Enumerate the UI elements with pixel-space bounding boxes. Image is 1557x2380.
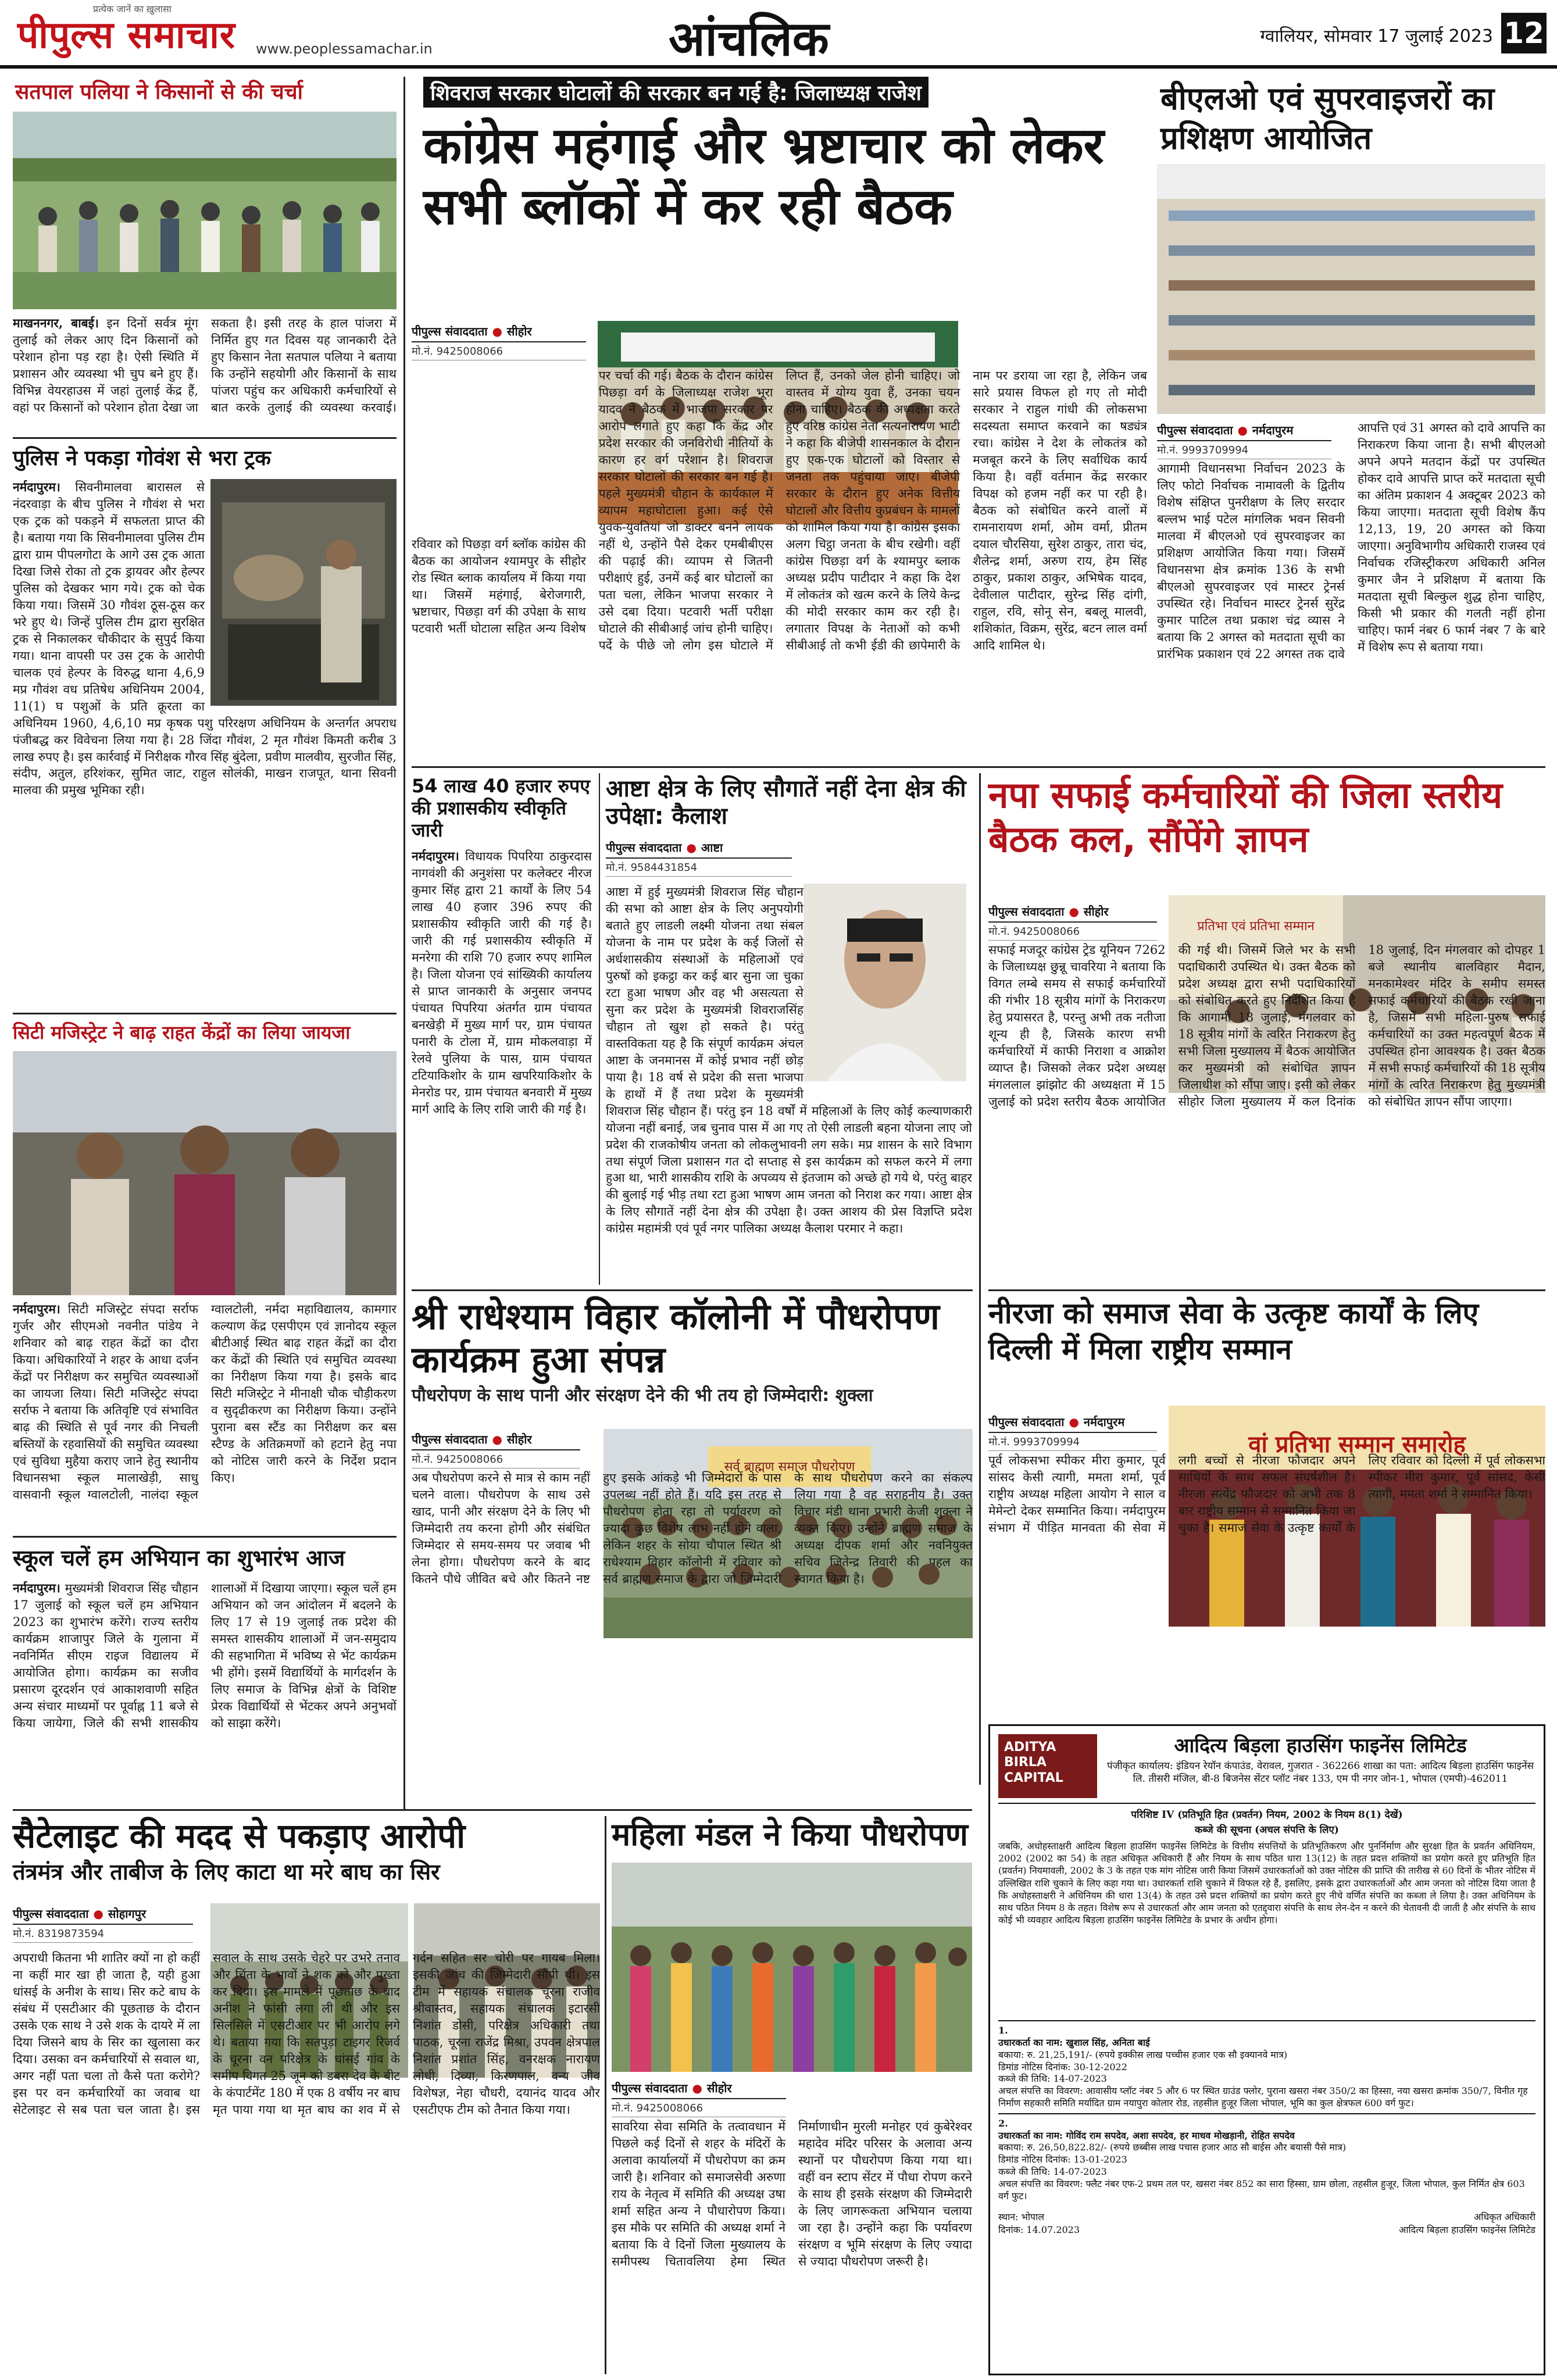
article-title: सिटी मजिस्ट्रेट ने बाढ़ राहत केंद्रों का लिया जायजा bbox=[13, 1021, 351, 1044]
byline-block bbox=[612, 2078, 786, 2117]
ad-borrower-name: उधारकर्ता का नाम: गोविंद राम सपदेव, अशा सपदेव, हर माधव मोखड़ानी, रोहित सपदेव bbox=[998, 2129, 1295, 2141]
bullet-icon: ● bbox=[93, 1906, 103, 1921]
column-divider bbox=[979, 773, 981, 1785]
ad-borrower-name: उधारकर्ता का नाम: खुशाल सिंह, अनिता बाई bbox=[998, 2036, 1150, 2048]
bullet-icon: ● bbox=[1237, 423, 1248, 437]
article-text: आगामी विधानसभा निर्वाचन 2023 के लिए फोटो निर्वाचक नामावली के द्वितीय विशेष संक्षिप्त पुनरीक्षण के लिए सरदार बल्लभ भाई पटेल मांगलिक भवन सिवनी मालवा में बीएलओ एवं सुपरवाइजर का प्रशिक्षण आयोजित किया गया। जिसमें विधानसभा क्षेत्र क्रमांक 136 के सभी बीएलओ सुपरवाइजर एवं मास्टर ट्रेनर्स उपस्थित रहे। निर्वाचन मास्टर ट्रेनर्स सुरेंद्र कुमार पाटिल तथा प्रकाश चंद्र व्यास ने बताया कि 2 अगस्त को मतदाता सूची का प्रारंभिक प्रकाशन एवं 22 अगस्त तक दावे आपत्ति एवं 31 अगस्त को दावे आपत्ति का निराकरण किया जाना है। सभी बीएलओ अपने अपने मतदान केंद्रों पर उपस्थित होकर दावे आपत्ति प्राप्त करें मतदाता सूची का अंतिम प्रकाशन 4 अक्टूबर 2023 को किया जाएगा। मतदाता सूची विशेष कैंप 12,13, 19, 20 अगस्त को किया जाएगा। अनुविभागीय अधिकारी राजस्व एवं निर्वाचक रजिस्ट्रीकरण अधिकारी अनिल कुमार जैन ने प्रशिक्षण में बताया कि मतदाता सूची बिल्कुल शुद्ध होना चाहिए, किसी भी प्रकार की गलती नहीं होना चाहिए। फार्म नंबर 6 फार्म नंबर 7 के बारे में विशेष रूप से बताया गया। bbox=[1157, 421, 1545, 661]
article-dateline: नर्मदापुरम। bbox=[412, 849, 459, 864]
reporter-mobile: मो.नं. 9425008066 bbox=[412, 1450, 580, 1468]
article-dateline: नर्मदापुरम। bbox=[13, 1581, 60, 1595]
training-hall-photo bbox=[1157, 164, 1545, 414]
ad-demand-notice-date: डिमांड नोटिस दिनांक: 30-12-2022 bbox=[998, 2061, 1127, 2072]
article-body bbox=[988, 942, 1545, 1285]
byline-reporter: पीपुल्स संवाददाता bbox=[988, 905, 1065, 919]
article-title: पुलिस ने पकड़ा गोवंश से भरा ट्रक bbox=[13, 446, 271, 470]
bullet-icon: ● bbox=[492, 1432, 502, 1446]
article-title: नपा सफाई कर्मचारियों की जिला स्तरीय बैठक कल, सौंपेंगे ज्ञापन bbox=[988, 774, 1503, 860]
reporter-mobile: मो.नं. 9584431854 bbox=[606, 859, 792, 877]
masthead bbox=[0, 0, 1557, 69]
bullet-icon: ● bbox=[692, 2081, 702, 2095]
article-sanitation-workers bbox=[988, 773, 1545, 1285]
byline-block bbox=[606, 837, 792, 877]
byline-place: सोहागपुर bbox=[108, 1907, 147, 1921]
photo-banner-text: सर्व ब्राह्मण समाज पौधरोपण bbox=[724, 1460, 855, 1474]
article-body bbox=[13, 315, 397, 431]
byline bbox=[988, 1411, 1157, 1433]
ad-brand: ADITYA BIRLA CAPITAL bbox=[1004, 1740, 1063, 1785]
byline-place: सीहोर bbox=[506, 1432, 532, 1446]
article-body bbox=[13, 1301, 397, 1528]
ad-place-date bbox=[998, 2210, 1080, 2236]
divider bbox=[13, 1013, 397, 1014]
article-title: बीएलओ एवं सुपरवाइजरों का प्रशिक्षण आयोजित bbox=[1160, 80, 1495, 156]
byline-block bbox=[412, 1429, 580, 1468]
brand-tagline: प्रत्येक जानें का ख़ुलासा bbox=[93, 3, 172, 15]
award-banner-text: वां प्रतिभा सम्मान समारोह bbox=[1248, 1431, 1466, 1458]
article-ashta bbox=[606, 773, 972, 1285]
ad-demand-notice-date: डिमांड नोटिस दिनांक: 13-01-2023 bbox=[998, 2154, 1127, 2165]
byline bbox=[988, 901, 1157, 923]
byline-place: सीहोर bbox=[706, 2081, 732, 2095]
article-text: इन दिनों सर्वत्र मूंग तुलाई को लेकर आए दिन किसानों को परेशान होना पड़ रहा है। ऐसी स्थिति में प्रशासन और व्यवस्था भी चुप बने हुए हैं। विभिन्न वेयरहाउस में जहां तुलाई केंद्र हैं, वहां पर किसानों को परेशान होता देखा जा सकता है। इसी तरह के हाल पांजरा में निर्मित हुए गत दिवस यह जानकारी देते हुए किसान नेता सतपाल पलिया ने बताया कि उन्होंने सहयोगी और किसानों के साथ पांजरा पहुंच कर अधिकारी कर्मचारियों से बात करके तुलाई की व्यवस्था करवाई। bbox=[13, 316, 397, 414]
magistrate-photo-svg bbox=[13, 1051, 397, 1295]
article-body bbox=[13, 1950, 600, 2374]
ad-property-description: अचल संपत्ति का विवरण: फ्लैट नंबर एफ-2 प्रथम तल पर, खसरा नंबर 852 का सारा हिस्सा, ग्राम छोला, तहसील हुजूर, जिला भोपाल, कुल निर्मित क्षेत्र 603 वर्ग फुट। bbox=[998, 2178, 1525, 2202]
article-text: रविवार को पिछड़ा वर्ग ब्लॉक कांग्रेस की बैठक का आयोजन श्यामपुर के सीहोर रोड स्थित ब्लाक कार्यालय में किया गया था। जिसमें महंगाई, बेरोजगारी, भ्रष्टाचार, पिछड़ा वर्ग की उपेक्षा के साथ पटवारी भर्ती घोटाला सहित अन्य विशेष पर चर्चा की गई। बैठक के दौरान कांग्रेस पिछड़ा वर्ग के जिलाध्यक्ष राजेश भूरा यादव ने बैठक में भाजपा सरकार पर आरोप लगाते हुए कहा कि केंद्र और प्रदेश सरकार की जनविरोधी नीतियों के कारण हर वर्ग परेशान है। शिवराज सरकार घोटालों की सरकार बन गई है। पहले मुख्यमंत्री चौहान के कार्यकाल में व्यापम महाघोटाला हुआ। कई ऐसे युवक-युवतियां जो डाक्टर बनने लायक नहीं थे, उन्होंने पैसे देकर एमबीबीएस की पढ़ाई की। व्यापम से जितनी परीक्षाएं हुई, उनमें कई बार घोटालों का पता चला, लेकिन भाजपा सरकार ने उसे दबा दिया। पटवारी भर्ती परीक्षा घोटाले की सीबीआई जांच होनी चाहिए। पर्दे के पीछे जो लोग इस घोटाले में लिप्त हैं, उनको जेल होनी चाहिए। जो वास्तव में योग्य युवा हैं, उनका चयन होना चाहिए। बैठक की अध्यक्षता करते हुए वरिष्ठ कांग्रेस नेता सत्यनारायण भाटी ने कहा कि बीजेपी शासनकाल के दौरान हुए एक-एक घोटालों को विस्तार से जनता तक पहुंचाया जाए। बीजेपी सरकार के दौरान हुए अनेक वित्तीय घोटालों और वित्तीय कुप्रबंधन के मामलों को शामिल किया गया है। कांग्रेस इसका अलग चिट्ठा जनता के बीच रखेगी। वहीं कांग्रेस पिछड़ा वर्ग के श्यामपुर ब्लाक अध्यक्ष प्रदीप पाटीदार ने कहा कि देश में लोकतंत्र को खत्म करने के लिये केन्द्र की मोदी सरकार काम कर रही है। लगातार विपक्ष के नेताओं को कभी सीबीआई तो कभी ईडी की छापेमारी के नाम पर डराया जा रहा है, लेकिन जब सारे प्रयास विफल हो गए तो मोदी सरकार ने राहुल गांधी की लोकसभा सदस्यता समाप्त करवाने का षड्यंत्र रचा। कांग्रेस ने देश के लोकतंत्र को मजबूत करने के लिए सर्वाधिक कार्य किया है। वहीं वर्तमान केंद्र सरकार विपक्ष को हजम नहीं कर पा रही है। बैठक को संबोधित करने वालों में रामनारायण शर्मा, ओम वर्मा, प्रीतम दयाल चौरसिया, सुरेश ठाकुर, तारा चंद, शैलेन्द्र शर्मा, अरुण राय, हेम सिंह ठाकुर, प्रकाश ठाकुर, अभिषेक यादव, देवीलाल पाटीदार, सुरेन्द्र सिंह दांगी, राहुल, रवि, सोनू सेन, बबलू मालवी, शशिकांत, विक्रम, सुरेंद्र, बटन लाल वर्मा आदि शामिल थे। bbox=[412, 369, 1147, 652]
ad-item-number: 1. bbox=[998, 2025, 1008, 2036]
article-text: मुख्यमंत्री शिवराज सिंह चौहान 17 जुलाई को स्कूल चलें हम अभियान 2023 का शुभारंभ करेंगे। राज्य स्तरीय कार्यक्रम शाजापुर जिले के गुलाना में नवनिर्मित सीएम राइज विद्यालय में आयोजित होगा। कार्यक्रम का सजीव प्रसारण दूरदर्शन एवं आकाशवाणी सहित अन्य संचार माध्यमों पर पूर्वाह्न 11 बजे से किया जायेगा, जिले की सभी शासकीय शालाओं में दिखाया जाएगा। स्कूल चलें हम अभियान को जन आंदोलन में बदलने के लिए 17 से 19 जुलाई तक प्रदेश की समस्त शासकीय शालाओं में जन-समुदाय की सहभागिता में भविष्य से भेंट कार्यक्रम भी होंगे। इसमें विद्यार्थियों के मार्गदर्शन के लिए समाज के विभिन्न क्षेत्रों के विशिष्ट प्रेरक विद्यार्थियों से भेंटकर अपने अनुभवों को साझा करेंगे। bbox=[13, 1581, 397, 1730]
article-body bbox=[412, 367, 1147, 763]
article-text: अपराधी कितना भी शातिर क्यों ना हो कहीं ना कहीं मार खा ही जाता है, यही हुआ धांसई के अनीश के साथ। सिर कटे बाघ के संबंध में एसटीआर की पूछताछ के दौरान उसके एक साथ ने उसे शक के दायरे में ला दिया जिसने बाघ के सिर का खुलासा कर दिया। उसका वन कर्मचारियों से सवाल था, अगर नहीं पता चला तो कैसे पता करोगे? इस पर वन कर्मचारियों का जवाब था सेटेलाइट से सब पता चल जाता है। इस सवाल के साथ उसके चेहरे पर उभरे तनाव और चिंता के भावों ने शक को और पुख्ता कर दिया। इस मामले में पूछताछ के बाद अनीश ने फांसी लगा ली थी और इस सिलसिले में एसटीआर पर भी आरोप लगे थे। बताया गया कि सतपुड़ा टाइगर रिजर्व के चूरना वन परिक्षेत्र के धांसई गांव के समीप विगत 25 जून को डबरा देव के बीट के कंपार्टमेंट 180 में एक 8 वर्षीय नर बाघ मृत पाया गया था मृत बाघ का शव में से गर्दन सहित सर चोरी पर गायब मिला। इसकी जांच की जिम्मेदारी सौंपी थी। इस टीम में सहायक संचालक चूरना राजीव श्रीवास्तव, सहायक संचालक इटारसी निशांत डोसी, परिक्षेत्र अधिकारी तथा पाठक, चूरना राजेंद्र मिश्रा, उपवन क्षेत्रपाल निशांत प्रशांत सिंह, वनरक्षक नारायण लोधी, दिव्या, किरणपाल, वन्य जीव विशेषज्ञ, नेहा चौधरी, दयानंद यादव और एसटीएफ टीम को तैनात किया गया। bbox=[13, 1951, 600, 2117]
spacer bbox=[412, 367, 586, 536]
reporter-mobile: मो.नं. 9993709994 bbox=[988, 1433, 1157, 1451]
article-title: सतपाल पलिया ने किसानों से की चर्चा bbox=[15, 80, 303, 104]
article-congress-meeting bbox=[412, 77, 1147, 763]
article-body bbox=[612, 2118, 972, 2374]
article-text: विधायक पिपरिया ठाकुरदास नागवंशी की अनुशंसा पर कलेक्टर नीरज कुमार सिंह द्वारा 21 कार्यों के लिए 54 लाख 40 हजार 396 रुपए की प्रशासकीय स्वीकृति जारी की गई है। जारी की गई प्रशासकीय स्वीकृति में मनरेगा की राशि 70 हजार रुपए शामिल है। जिला योजना एवं सांख्यिकी कार्यालय से प्राप्त जानकारी के अनुसार जनपद पंचायत पिपरिया अंतर्गत ग्राम पंचायत बनखेड़ी में मुख्य मार्ग पर, ग्राम पंचायत पनारी के टोला में, ग्राम मोकलवाड़ा में रेलवे पुलिया के पास, ग्राम पंचायत टटियाकिशोर के ग्राम खपरियाकिशोर के मेनरोड पर, ग्राम पंचायत बनवारी में मुख्य मार्ग आदि के लिए राशि जारी की गई है। bbox=[412, 849, 592, 1116]
byline bbox=[412, 1429, 580, 1450]
article-title: कांग्रेस महंगाई और भ्रष्टाचार को लेकर सभी ब्लॉकों में कर रही बैठक bbox=[423, 117, 1104, 236]
divider bbox=[13, 1536, 397, 1538]
reporter-mobile: मो.नं. 9425008066 bbox=[412, 342, 586, 360]
column-divider bbox=[605, 1816, 606, 2374]
photo-spacer bbox=[804, 884, 972, 1087]
article-dateline: नर्मदापुरम। bbox=[13, 480, 60, 494]
byline-reporter: पीपुल्स संवाददाता bbox=[412, 324, 488, 338]
reporter-mobile: मो.नं. 9993709994 bbox=[1157, 441, 1331, 459]
article-tiger-head bbox=[13, 1816, 600, 2374]
spacer bbox=[1157, 420, 1345, 460]
article-body bbox=[1157, 420, 1545, 763]
ad-heading: कब्जे की सूचना (अचल संपत्ति के लिए) bbox=[1195, 1824, 1339, 1836]
byline bbox=[13, 1903, 193, 1925]
reporter-mobile: मो.नं. 8319873594 bbox=[13, 1925, 193, 1943]
ad-signature bbox=[1399, 2210, 1535, 2236]
ad-item bbox=[998, 2113, 1535, 2206]
article-title: आष्टा क्षेत्र के लिए सौगातें नहीं देना क्षेत्र की उपेक्षा: कैलाश bbox=[606, 776, 966, 830]
ad-address: पंजीकृत कार्यालय: इंडियन रेयॉन कंपाउंड, वेरावल, गुजरात - 362266 शाखा का पता: आदित्य बिड़ला हाउसिंग फाइनेंस लि. तीसरी मंजिल, बी-8 बिजनेस सेंटर प्लॉट नंबर 133, एम पी नगर जोन-1, भोपाल (एमपी)-462011 bbox=[1106, 1760, 1534, 1785]
dateline: ग्वालियर, सोमवार 17 जुलाई 2023 bbox=[1260, 26, 1493, 47]
ad-place: स्थान: भोपाल bbox=[998, 2211, 1045, 2223]
mahila-mandal-photo bbox=[612, 1863, 972, 2072]
article-radheshyam-plantation bbox=[412, 1295, 973, 1766]
byline-reporter: पीपुल्स संवाददाता bbox=[412, 1432, 488, 1446]
article-school-campaign bbox=[13, 1542, 397, 1803]
article-subtitle: तंत्रमंत्र और ताबीज के लिए काटा था मरे बाघ का सिर bbox=[13, 1859, 440, 1885]
bullet-icon: ● bbox=[1069, 904, 1079, 919]
photo-banner-text: प्रतिभा एवं प्रतिभा सम्मान bbox=[1197, 919, 1315, 934]
aditya-birla-logo bbox=[998, 1734, 1097, 1798]
reporter-mobile: मो.नं. 9425008066 bbox=[612, 2099, 786, 2117]
article-title: 54 लाख 40 हजार रुपए की प्रशासकीय स्वीकृति जारी bbox=[412, 775, 590, 841]
byline-reporter: पीपुल्स संवाददाता bbox=[988, 1415, 1065, 1429]
article-gauvansh-truck bbox=[13, 443, 397, 1007]
byline-place: आष्टा bbox=[701, 841, 723, 855]
ad-company: आदित्य बिड़ला हाउसिंग फाइनेंस लिमिटेड bbox=[1174, 1734, 1467, 1757]
article-body bbox=[13, 1580, 397, 1803]
reporter-mobile: मो.नं. 9425008066 bbox=[988, 923, 1157, 941]
article-text: आष्टा में हुई मुख्यमंत्री शिवराज सिंह चौहान की सभा को आष्टा क्षेत्र के लिए अनुपयोगी बताते हुए लाडली लक्ष्मी योजना तथा संबल योजना के नाम पर प्रदेश के कई जिलों से अर्धशासकीय संस्थाओं के महिलाओं एवं पुरुषों को इकट्ठा कर कई बार सुना जा चुका रटा हुआ भाषण और वह भी असत्यता से सुना कर प्रदेश के मुख्यमंत्री शिवराजसिंह चौहान तो खुश हो सकते है। परंतु वास्तविकता यह है कि संपूर्ण कार्यक्रम अंचल आष्टा के जनमानस में कोई प्रभाव नहीं छोड़ पाया है। 18 वर्ष से प्रदेश की सत्ता भाजपा के हाथों में हैं तथा प्रदेश के मुख्यमंत्री शिवराज सिंह चौहान हैं। परंतु इन 18 वर्षों में महिलाओं के लिए कोई कल्याणकारी योजना नहीं बनाई, जब चुनाव पास में आ गए तो ऐसी लाडली बहना योजना लाए जो प्रदेश की राजकोषीय जनता को लोकलुभावनी लग सके। मप्र शासन के सारे विभाग तथा संपूर्ण जिला प्रशासन गत दो सप्ताह से इस कार्यक्रम को सफल करने में लगा हुआ था, भारी शासकीय राशि के अपव्यय से इंतजाम को अच्छे हो गये थे, परंतु बाहर की बुलाई गई भीड़ तथा रटा हुआ भाषण आम जनता को निराश कर गया। आष्टा क्षेत्र के लिए सौगातें नहीं देना क्षेत्र की उपेक्षा है। उक्त आशय की प्रेस विज्ञप्ति प्रदेश कांग्रेस महामंत्री एवं पूर्व नगर पालिका अध्यक्ष कैलाश परमार ने कहा। bbox=[606, 885, 972, 1236]
article-administrative-approval bbox=[412, 773, 592, 1285]
byline bbox=[606, 837, 792, 859]
article-title: स्कूल चलें हम अभियान का शुभारंभ आज bbox=[13, 1545, 345, 1571]
ad-outstanding-amount: बकाया: रु. 26,50,822.82/- (रुपये छब्बीस लाख पचास हजार आठ सौ बाईस और बयासी पैसे मात्र) bbox=[998, 2142, 1347, 2153]
ad-date: दिनांक: 14.07.2023 bbox=[998, 2224, 1080, 2236]
article-kicker: शिवराज सरकार घोटालों की सरकार बन गई है: जिलाध्यक्ष राजेश bbox=[423, 77, 929, 108]
article-title: महिला मंडल ने किया पौधरोपण bbox=[612, 1816, 968, 1853]
article-title: नीरजा को समाज सेवा के उत्कृष्ट कार्यों के लिए दिल्ली में मिला राष्ट्रीय सम्मान bbox=[988, 1296, 1479, 1366]
bullet-icon: ● bbox=[686, 840, 697, 855]
page-number: 12 bbox=[1501, 13, 1547, 53]
article-text: सफाई मजदूर कांग्रेस ट्रेड यूनियन 7262 के जिलाध्यक्ष छुन्नू चावरिया ने बताया कि विगत लम्बे समय से सफाई कर्मचारियों की गंभीर 18 सूत्रीय मांगों के निराकरण हेतु प्रयासरत है, परन्तु अभी तक नतीजा शून्य ही है, जिसके कारण सभी कर्मचारियों में काफी निराशा व आक्रोश व्याप्त है। जिसको लेकर प्रदेश अध्यक्ष मंगललाल झांझोट की अध्यक्षता में 15 जुलाई को प्रदेश स्तरीय बैठक आयोजित की गई थी। जिसमें जिले भर के सभी पदाधिकारी उपस्थित थे। उक्त बैठक को प्रदेश अध्यक्ष द्वारा सभी पदाधिकारियों को संबोधित करते हुए निर्देशित किया है कि आगामी 18 जुलाई, मंगलवार को 18 सूत्रीय मांगों के त्वरित निराकरण हेतु सभी जिला मुख्यालय में बैठक आयोजित कर मुख्यमंत्री को संबोधित ज्ञापन जिलाधीश को सौंपा जाए। इसी को लेकर सीहोर जिला मुख्यालय में कल दिनांक 18 जुलाई, दिन मंगलवार को दोपहर 1 बजे स्थानीय बालविहार मैदान, मनकामेश्वर मंदिर के समीप समस्त सफाई कर्मचारियों की बैठक रखी जाना है, जिसमें सभी महिला-पुरुष सफाई कर्मचारियों का उक्त महत्वपूर्ण बैठक में उपस्थित होना आवश्यक है। उक्त बैठक में सभी सफाई कर्मचारियों की 18 सूत्रीय मांगों के त्वरित निराकरण हेतु मुख्यमंत्री को संबोधित ज्ञापन सौंपा जाएगा। bbox=[988, 943, 1545, 1109]
column-divider bbox=[403, 77, 405, 1809]
ad-sign-title: अधिकृत अधिकारी bbox=[1473, 2211, 1535, 2223]
farmers-meeting-photo-svg bbox=[13, 112, 397, 309]
article-dateline: माखननगर, बाबई। bbox=[13, 316, 99, 330]
ad-outstanding-amount: बकाया: रु. 21,25,191/- (रुपये इक्कीस लाख पच्चीस हजार एक सौ इक्यानवे मात्र) bbox=[998, 2049, 1288, 2060]
byline-place: नर्मदापुरम bbox=[1252, 423, 1294, 437]
article-blo-training bbox=[1157, 77, 1545, 763]
byline-reporter: पीपुल्स संवाददाता bbox=[13, 1907, 89, 1921]
magistrate-inspection-photo bbox=[13, 1051, 397, 1295]
byline bbox=[412, 321, 586, 342]
ad-body: जबकि, अधोहस्ताक्षरी आदित्य बिड़ला हाउसिंग फाइनेंस लिमिटेड के वित्तीय संपत्तियों के प्रतिभूतिकरण और पुनर्निर्माण और सुरक्षा हित के प्रवर्तन अधिनियम, 2002 (2002 का 54) के तहत अधिकृत अधिकारी हैं और नियम के साथ पठित धारा 13(12) के तहत प्रदत्त शक्तियों का प्रयोग करते हुए प्रतिभूति हित (प्रवर्तन) नियमावली, 2002 के 3 के तहत एक मांग नोटिस जारी किया जिसमें उधारकर्ताओं को उक्त नोटिस की प्राप्ति की तारीख से 60 दिनों के भीतर नोटिस में उल्लिखित राशि चुकाने के लिए कहा गया था। उधारकर्ता राशि चुकाने में विफल रहे हैं, इसलिए, इसके द्वारा उधारकर्ताओं और आम जनता को नोटिस दिया जाता है कि अधोहस्ताक्षरी ने अधिनियम की धारा 13(4) के तहत उसे प्रदत्त शक्तियों का प्रयोग करते हुए नीचे वर्णित संपत्ति का कब्जा ले लिया है। उक्त अधिनियम के साथ पठित नियम 8 के तहत। विशेष रूप से उधारकर्ता और आम जनता को एतद्द्वारा संपत्ति के साथ लेन-देन न करने की चेतावनी दी जाती है और संपत्ति के साथ कोई भी व्यवहार आदित्य बिड़ला हाउसिंग फाइनेंस लिमिटेड के प्रभार के अधीन होगा। bbox=[998, 1841, 1535, 1925]
byline-reporter: पीपुल्स संवाददाता bbox=[1157, 423, 1233, 437]
section-title: आंचलिक bbox=[669, 12, 829, 67]
ad-appendix: परिशिष्ट IV (प्रतिभूति हित (प्रवर्तन) नियम, 2002 के नियम 8(1) देखें) bbox=[1131, 1809, 1403, 1821]
byline bbox=[612, 2078, 786, 2099]
article-neerja-award bbox=[988, 1295, 1545, 1720]
article-body bbox=[988, 1452, 1545, 1720]
article-body bbox=[606, 884, 972, 1285]
article-text: सावरिया सेवा समिति के तत्वावधान में पिछले कई दिनों से शहर के मंदिरों के अलावा कार्यालयों में पौधरोपण का क्रम जारी है। शनिवार को समाजसेवी अरुणा राय के नेतृत्व में समिति की अध्यक्ष उषा शर्मा सहित अन्य ने पौधारोपण किया। इस मौके पर समिति की अध्यक्ष शर्मा ने बताया कि वे दिनों जिला मुख्यालय के समीपस्थ चितावलिया हेमा स्थित निर्माणाधीन मुरली मनोहर एवं कुबेरेश्वर महादेव मंदिर परिसर के अलावा अन्य स्थानों पर पौधरोपण किया गया था। वहीं वन स्टाप सेंटर में पौधा रोपण करने के साथ ही इसके संरक्षण की जिम्मेदारी के लिए जागरूकता अभियान चलाया जा रहा है। उन्होंने कहा कि पर्यावरण संरक्षण व भूमि संरक्षण के लिए ज्यादा से ज्यादा पौधरोपण जरूरी है। bbox=[612, 2120, 972, 2268]
bullet-icon: ● bbox=[1069, 1414, 1079, 1429]
website-url: www.peoplessamachar.in bbox=[256, 41, 433, 57]
divider bbox=[412, 1289, 973, 1291]
article-title: श्री राधेश्याम विहार कॉलोनी में पौधरोपण कार्यक्रम हुआ संपन्न bbox=[412, 1295, 940, 1381]
ad-property-description: अचल संपत्ति का विवरण: आवासीय प्लॉट नंबर 5 और 6 पर स्थित ग्राउंड फ्लोर, पुराना खसरा नंबर 350/2 का हिस्सा, नया खसरा क्रमांक 350/7, विनीत गृह निर्माण सहकारी समिति मर्यादित ग्राम नयापुरा कोलार रोड, तहसील हुजूर जिला भोपाल, भूमि का कुल क्षेत्रफल 600 वर्ग फुट। bbox=[998, 2085, 1528, 2109]
article-satpal bbox=[13, 77, 397, 431]
ad-footer bbox=[998, 2210, 1535, 2236]
article-body bbox=[412, 1470, 973, 1766]
article-subtitle: पौधरोपण के साथ पानी और संरक्षण देने की भी तय हो जिम्मेदारी: शुक्ला bbox=[412, 1385, 873, 1406]
byline-block bbox=[13, 1903, 193, 1943]
divider bbox=[13, 1809, 972, 1811]
newspaper-logo: पीपुल्स समाचार bbox=[17, 14, 235, 57]
article-body bbox=[13, 479, 397, 1002]
divider bbox=[988, 1289, 1545, 1291]
byline-place: नर्मदापुरम bbox=[1083, 1415, 1125, 1429]
ad-item-number: 2. bbox=[998, 2117, 1008, 2129]
article-text: पूर्व लोकसभा स्पीकर मीरा कुमार, पूर्व सांसद केसी त्यागी, ममता शर्मा, पूर्व राष्ट्रीय अध्यक्ष महिला आयोग ने साल व मेमेन्टो देकर सम्मानित किया। नर्मदापुरम संभाग में पीड़ित मानवता की सेवा में लगी बच्चों से नीरजा फौजदार अपने साथियों के साथ सफल संघर्षशील है। नीरजा सत्येंद्र फौजदार को अभी तक 8 बार राष्ट्रीय सम्मान से सम्मानित किया जा चुका है। समाज सेवा के उत्कृष्ट कार्यों के लिए रविवार को दिल्ली में पूर्व लोकसभा स्पीकर मीरा कुमार, पूर्व सांसद, केसी त्यागी, ममता शर्मा ने सम्मानित किया। bbox=[988, 1453, 1545, 1535]
byline-place: सीहोर bbox=[1083, 905, 1109, 919]
article-body bbox=[412, 848, 592, 1278]
column-divider bbox=[599, 773, 600, 1285]
ad-items bbox=[998, 2020, 1535, 2206]
divider bbox=[988, 766, 1545, 768]
ad-possession-date: कब्जे की तिथि: 14-07-2023 bbox=[998, 2165, 1107, 2177]
byline-block bbox=[412, 321, 586, 360]
article-mahila-mandal bbox=[612, 1816, 972, 2374]
article-title: सैटेलाइट की मदद से पकड़ाए आरोपी bbox=[13, 1816, 466, 1856]
ad-header bbox=[998, 1734, 1535, 1804]
mahila-photo-svg bbox=[612, 1863, 972, 2072]
article-text: अब पौधरोपण करने से मात्र से काम नहीं चलने वाला। पौधरोपण के साथ उसे खाद, पानी और संरक्षण देने के लिए भी जिम्मेदारी तय करना होगी और संबंधित जिम्मेदार से समय-समय पर जवाब भी लेना होगा। पौधरोपण करने के बाद कितने पौधे जीवित बचे और कितने नष्ट हुए इसके आंकड़े भी जिम्मेदारों के पास उपलब्ध नहीं होते हैं। यदि इस तरह से पौधरोपण होता रहा तो पर्यावरण को ज्यादा कुछ विशेष लाभ नहीं होने वाला, लेकिन शहर के सोया चौपाल स्थित श्री राधेश्याम विहार कॉलोनी में रविवार को सर्व ब्राह्मण समाज के द्वारा जो जिम्मेदारी के साथ पौधरोपण करने का संकल्प लिया गया है वह सराहनीय है। उक्त विचार मंडी थाना प्रभारी केजी शुक्ला ने व्यक्त किए। उन्होंने ब्राह्मण समाज के अध्यक्ष दीपक शर्मा और नवनियुक्त सचिव जितेन्द्र तिवारी की पहल का स्वागत किया है। bbox=[412, 1471, 973, 1586]
byline-block bbox=[988, 901, 1157, 941]
bullet-icon: ● bbox=[492, 324, 502, 338]
photo-spacer bbox=[205, 479, 397, 712]
ad-sign-company: आदित्य बिड़ला हाउसिंग फाइनेंस लिमिटेड bbox=[1399, 2224, 1535, 2236]
byline-place: सीहोर bbox=[506, 324, 532, 338]
farmers-meeting-photo bbox=[13, 112, 397, 309]
article-text: सिवनीमालवा बारासल से नंदरवाड़ा के बीच पुलिस ने गौवंश से भरा एक ट्रक को पकड़ने में सफलता प्राप्त की है। बताया गया कि सिवनीमालवा पुलिस टीम द्वारा ग्राम पीपलगोटा के आगे उस ट्रक आता दिखा जिसे रोका तो ट्रक ड्रायवर और हेल्पर पुलिस को देखकर भाग गये। ट्रक को चेक किया गया। जिसमें 30 गौवंश ठूस-ठूस कर भरे हुए थे। जिन्हें पुलिस टीम द्वारा सुरक्षित ट्रक से निकालकर चौकीदार के सुपुर्द किया गया। थाना वापसी पर उस ट्रक के आरोपी चालक एवं हेल्पर के विरुद्ध थाना 4,6,9 मप्र गौवंश वध प्रतिषेध अधिनियम 2004, 11(1) घ पशुओं के प्रति क्रूरता का अधिनियम 1960, 4,6,10 मप्र कृषक पशु परिरक्षण अधिनियम के अन्तर्गत अपराध पंजीबद्ध कर विवेचना लिया गया है। 28 जिंदा गौवंश, 2 मृत गौवंश किमती करीब 3 लाख रुपए है। इस कार्रवाई में निरीक्षक गौरव सिंह बुंदेला, प्रवीण मालवीय, सुरजीत सिंह, संदीप, अतुल, हरिशंकर, सुमित जाट, राहुल सोलंकी, माखन राजपूत, थाना सिवनी मालवा की प्रमुख भूमिका रही। bbox=[13, 480, 397, 798]
possession-notice-ad bbox=[988, 1724, 1545, 2375]
ad-possession-date: कब्जे की तिथि: 14-07-2023 bbox=[998, 2073, 1107, 2085]
ad-company-block bbox=[1105, 1734, 1535, 1798]
article-city-magistrate bbox=[13, 1019, 397, 1530]
article-dateline: नर्मदापुरम। bbox=[13, 1302, 60, 1316]
article-text: सिटी मजिस्ट्रेट संपदा सर्राफ गुर्जर और सीएमओ नवनीत पांडेय ने शनिवार को बाढ़ राहत केंद्रों का दौरा किया। अधिकारियों ने शहर के आधा दर्जन केंद्रों पर निरीक्षण कर समुचित व्यवस्थाओं का जायजा लिया। सिटी मजिस्ट्रेट संपदा सर्राफ ने बताया कि अतिवृष्टि एवं संभावित बाढ़ की स्थिति से पूर्व नगर की निचली बस्तियों के रहवासियों की समुचित व्यवस्था एवं सुविधा मुहैया कराए जाने हेतु स्थानीय विधानसभा स्कूल मालाखेड़ी, साधु वासवानी स्कूल ग्वालटोली, नालंदा स्कूल ग्वालटोली, नर्मदा महाविद्यालय, कामगार कल्याण केंद्र एसपीएम एवं ज्ञानोदय स्कूल बीटीआई स्थित बाढ़ राहत केंद्रों का दौरा कर केंद्रों की स्थिति एवं समुचित व्यवस्था का निरीक्षण किया गया है। इसके बाद सिटी मजिस्ट्रेट ने मीनाक्षी चौक चौड़ीकरण व सुदृढीकरण का निरीक्षण किया। उन्होंने पुराना बस स्टैंड का निरीक्षण कर बस स्टैण्ड के अतिक्रमणों को हटाने हेतु नपा को नोटिस जारी करने के निर्देश प्रदान किए। bbox=[13, 1302, 397, 1502]
training-photo-svg bbox=[1157, 164, 1545, 414]
byline-reporter: पीपुल्स संवाददाता bbox=[606, 841, 682, 855]
divider bbox=[13, 437, 397, 439]
byline-reporter: पीपुल्स संवाददाता bbox=[612, 2081, 688, 2095]
ad-item bbox=[998, 2020, 1535, 2113]
byline-block bbox=[988, 1411, 1157, 1451]
